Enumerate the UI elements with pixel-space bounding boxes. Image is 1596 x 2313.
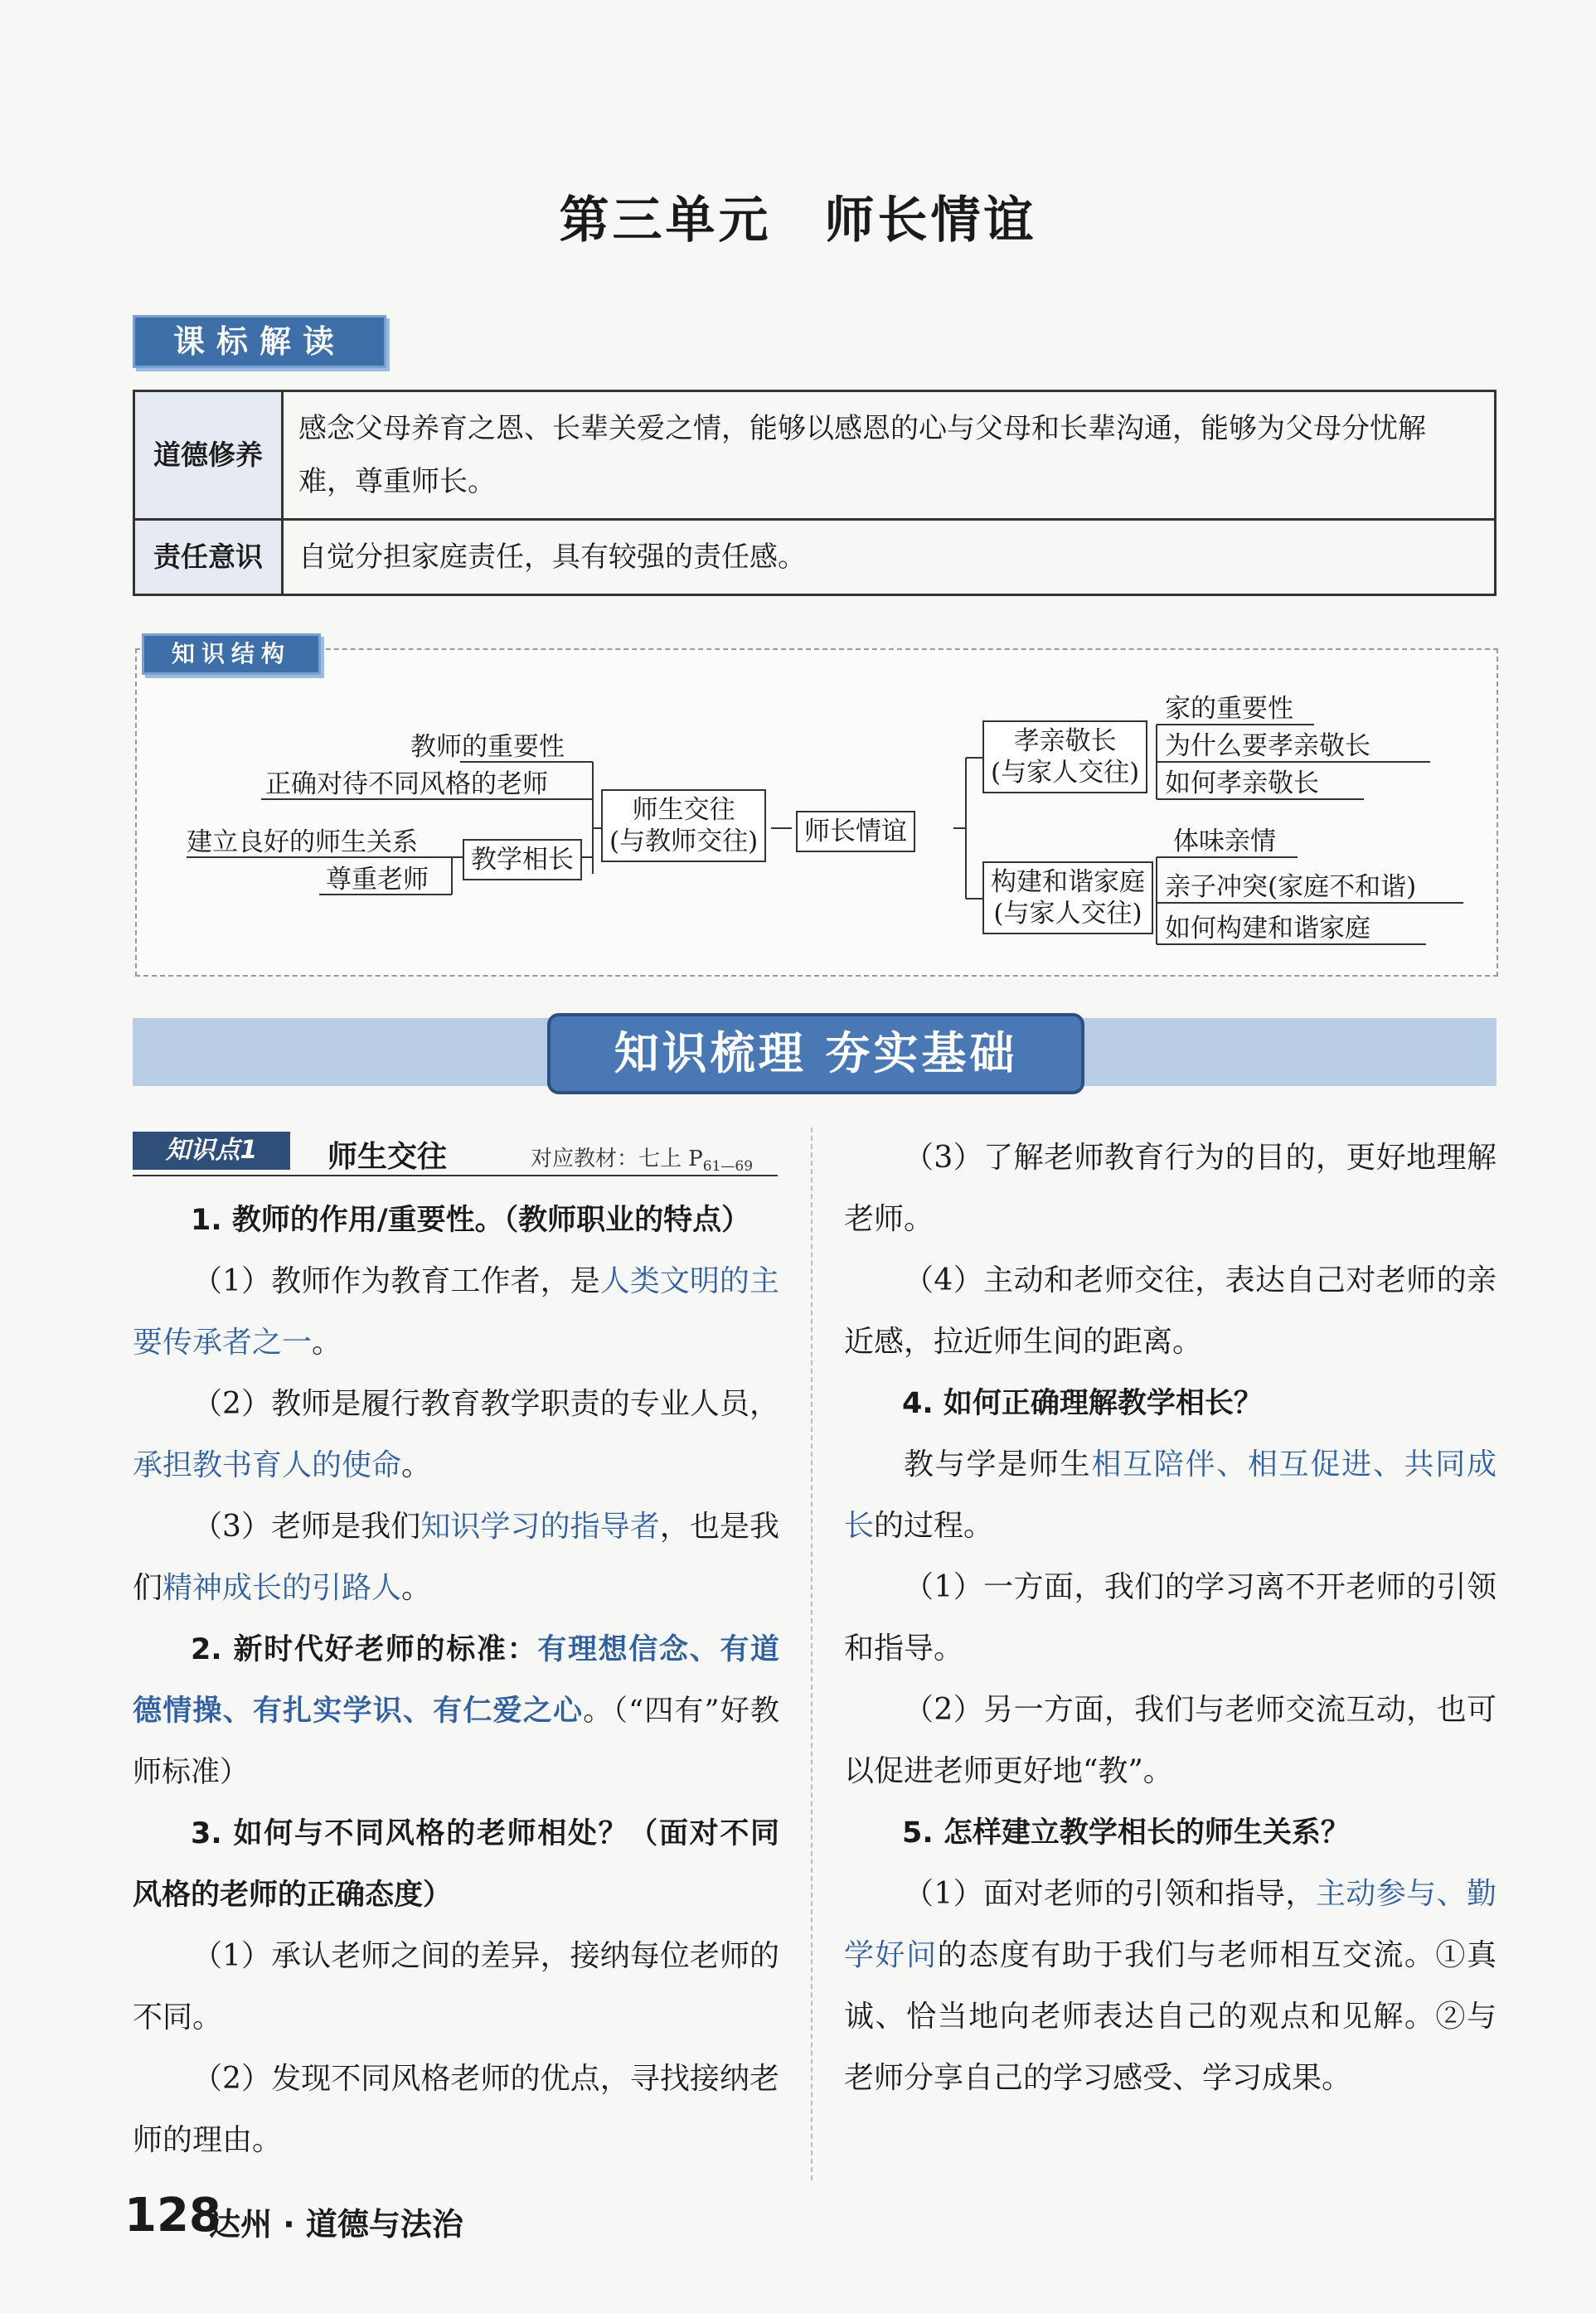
question-1: 1. 教师的作用/重要性。（教师职业的特点） xyxy=(191,1204,751,1237)
answer-5-1 xyxy=(844,1864,1497,2109)
answer-3-3: （3）了解老师教育行为的目的，更好地理解老师。 xyxy=(844,1141,1497,1236)
text: （1）教师作为教育工作者，是 xyxy=(192,1264,600,1298)
text: 2. 新时代好老师的标准： xyxy=(191,1633,538,1666)
knowledge-point-badge: 知识点1 xyxy=(133,1132,290,1170)
page-title: 第三单元 师长情谊 xyxy=(559,192,1037,250)
ref-prefix: 对应教材：七上 P xyxy=(531,1147,703,1171)
answer-4 xyxy=(844,1434,1497,1557)
key-point: 主动参与、勤学好问 xyxy=(844,1877,1497,1972)
text: ，也是我们 xyxy=(133,1510,779,1605)
map-item-how-filial: 如何孝亲敬长 xyxy=(1165,769,1319,798)
row-label: 道德修养 xyxy=(134,391,283,520)
text: （1）面对老师的引领和指导， xyxy=(904,1877,1316,1911)
map-item-respect-teacher: 尊重老师 xyxy=(326,865,429,895)
right-column xyxy=(844,1127,1497,2109)
left-column xyxy=(133,1190,779,2171)
answer-4-2: （2）另一方面，我们与老师交流互动，也可以促进老师更好地“教”。 xyxy=(844,1693,1497,1788)
answer-3-1: （1）承认老师之间的差异，接纳每位老师的不同。 xyxy=(133,1939,779,2034)
map-node-center: 师长情谊 xyxy=(796,811,915,852)
answer-1-2 xyxy=(133,1374,779,1496)
question-5: 5. 怎样建立教学相长的师生关系？ xyxy=(902,1816,1350,1850)
text: 的过程。 xyxy=(874,1509,994,1543)
answer-3-2: （2）发现不同风格老师的优点，寻找接纳老师的理由。 xyxy=(133,2062,779,2157)
map-item-family-love: 体味亲情 xyxy=(1173,827,1276,856)
map-node-harmony: 构建和谐家庭 (与家人交往) xyxy=(982,861,1153,934)
table-row xyxy=(134,520,1496,595)
text: （3）老师是我们 xyxy=(192,1510,421,1544)
text: 的态度有助于我们与老师相互交流。①真诚、恰当地向老师表达自己的观点和见解。②与老师分享自己的学习感受、学习成果。 xyxy=(844,1938,1497,2095)
key-point: 相互陪伴、相互促进、共同成长 xyxy=(844,1447,1497,1543)
text: （2）教师是履行教育教学职责的专业人员， xyxy=(192,1387,779,1421)
answer-3-4: （4）主动和老师交往，表达自己对老师的亲近感，拉近师生间的距离。 xyxy=(844,1263,1497,1359)
text: 。 xyxy=(312,1326,342,1360)
answer-1-3 xyxy=(133,1496,779,1619)
answer-1-1 xyxy=(133,1251,779,1374)
map-node-filial: 孝亲敬长 (与家人交往) xyxy=(982,720,1147,793)
question-2 xyxy=(133,1619,779,1803)
map-item-conflict: 亲子冲突(家庭不和谐) xyxy=(1165,872,1417,902)
structure-badge: 知识结构 xyxy=(142,633,321,675)
page-number: 128 xyxy=(124,2189,221,2243)
section-banner: 知识梳理 夯实基础 xyxy=(547,1013,1084,1094)
key-point: 有理想信念、有道德情操、有扎实学识、有仁爱之心 xyxy=(133,1633,779,1728)
standards-table xyxy=(133,390,1497,596)
map-item-why-filial: 为什么要孝亲敬长 xyxy=(1165,731,1370,761)
row-label: 责任意识 xyxy=(134,520,283,595)
map-item-different-styles: 正确对待不同风格的老师 xyxy=(265,769,548,799)
text: 教与学是师生 xyxy=(904,1447,1092,1481)
key-point: 精神成长的引路人 xyxy=(163,1571,402,1605)
key-point: 知识学习的指导者 xyxy=(420,1510,660,1544)
question-4: 4. 如何正确理解教学相长？ xyxy=(902,1387,1263,1420)
text: 。 xyxy=(401,1571,432,1605)
knowledge-point-header xyxy=(133,1132,778,1176)
column-divider xyxy=(811,1127,813,2180)
map-item-how-harmony: 如何构建和谐家庭 xyxy=(1165,914,1370,943)
table-row xyxy=(134,391,1496,520)
map-item-good-relationship: 建立良好的师生关系 xyxy=(187,827,418,857)
map-node-teacher-student: 师生交往 (与教师交往) xyxy=(601,789,766,862)
knowledge-structure-map xyxy=(135,640,1498,977)
key-point: 承担教书育人的使命 xyxy=(133,1448,402,1482)
standards-badge: 课标解读 xyxy=(133,315,386,368)
map-item-teacher-importance: 教师的重要性 xyxy=(410,732,565,762)
textbook-reference xyxy=(531,1142,753,1175)
text: 。 xyxy=(401,1448,432,1482)
text: 。（“四有”好教师标准） xyxy=(133,1695,779,1789)
map-node-teaching-learning: 教学相长 xyxy=(463,839,582,880)
question-3: 3. 如何与不同风格的老师相处？（面对不同风格的老师的正确态度） xyxy=(133,1817,779,1912)
row-text: 感念父母养育之恩、长辈关爱之情，能够以感恩的心与父母和长辈沟通，能够为父母分忧解难，尊重师长。 xyxy=(283,391,1496,520)
key-point: 人类文明的主要传承者之一 xyxy=(133,1264,779,1360)
footer-text: 达州 · 道德与法治 xyxy=(209,2206,463,2243)
row-text: 自觉分担家庭责任，具有较强的责任感。 xyxy=(283,520,1496,595)
knowledge-point-title: 师生交往 xyxy=(327,1140,448,1174)
ref-pages: 61—69 xyxy=(702,1158,754,1176)
answer-4-1: （1）一方面，我们的学习离不开老师的引领和指导。 xyxy=(844,1570,1497,1666)
map-item-home-importance: 家的重要性 xyxy=(1165,694,1293,724)
